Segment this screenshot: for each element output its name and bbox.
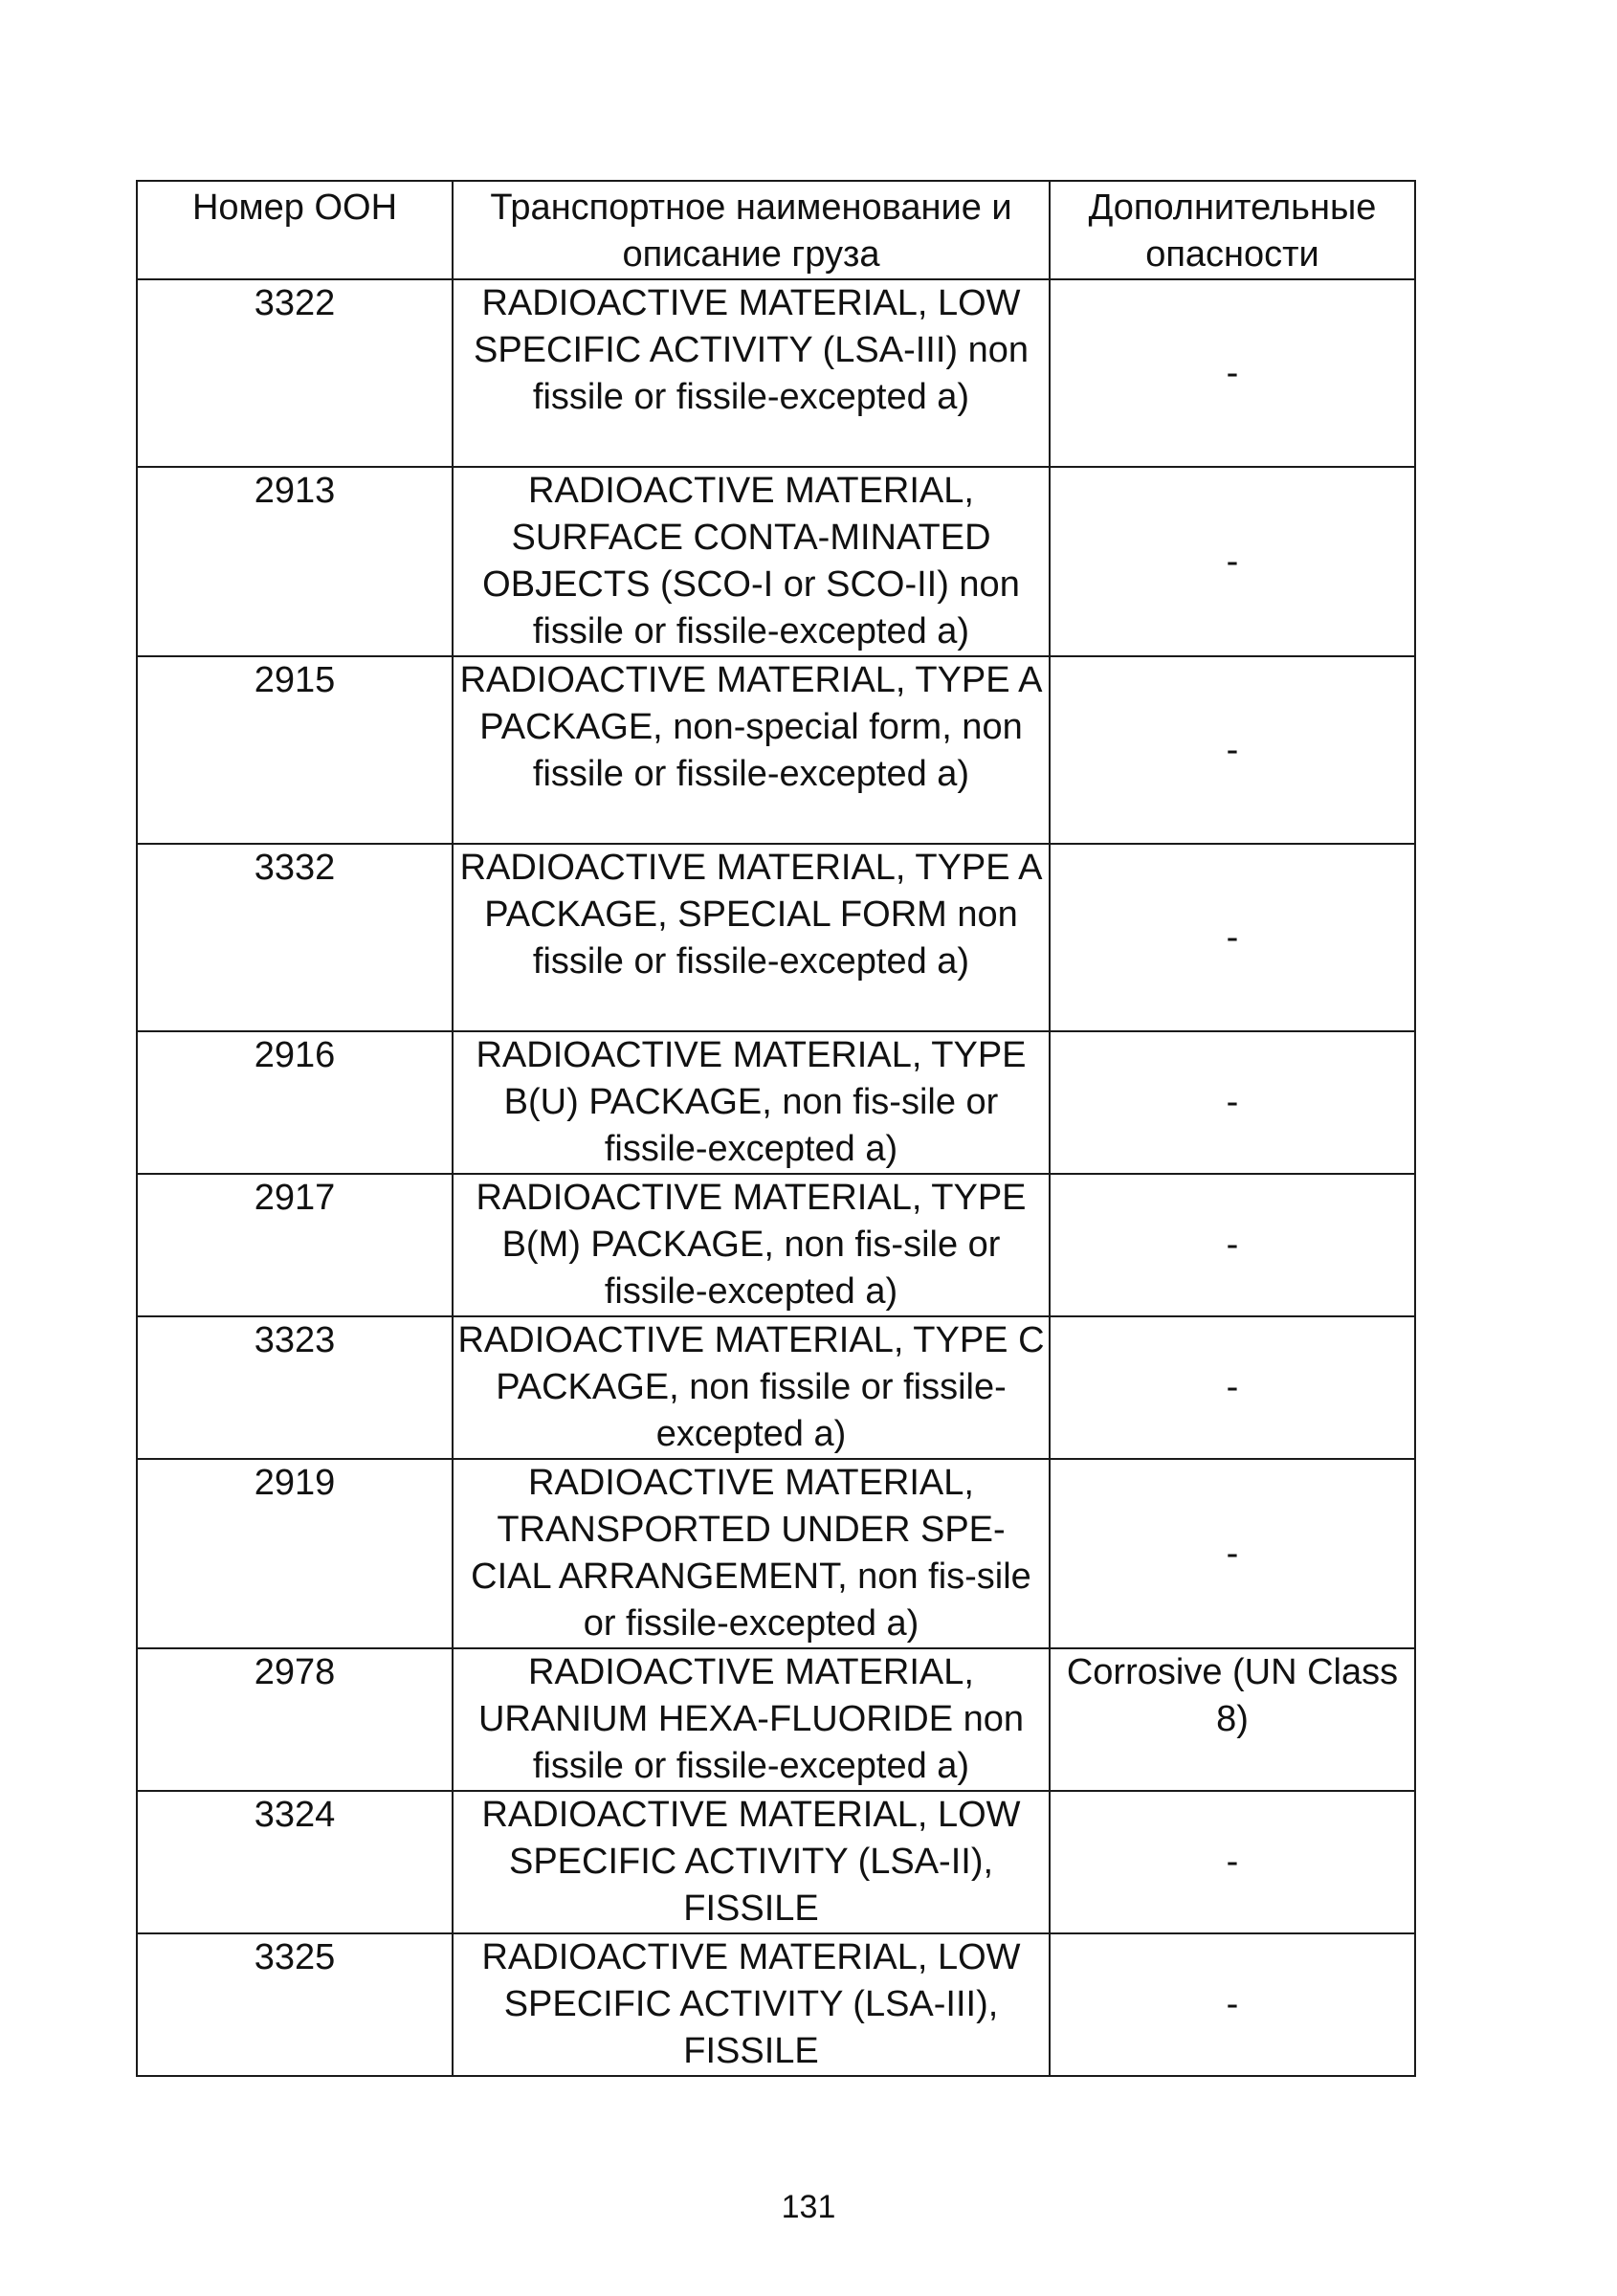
cell-subsidiary-hazards: -: [1050, 1031, 1415, 1174]
cell-un-number: 3322: [137, 279, 453, 467]
table-row: [137, 844, 1415, 1031]
cell-shipping-name: RADIOACTIVE MATERIAL, LOW SPECIFIC ACTIVITY (LSA-II), FISSILE: [453, 1791, 1050, 1933]
table-row: [137, 467, 1415, 656]
cell-un-number: 2978: [137, 1648, 453, 1791]
header-un-number: Номер ООН: [137, 181, 453, 279]
cell-un-number: 2913: [137, 467, 453, 656]
cell-subsidiary-hazards: -: [1050, 467, 1415, 656]
table-row: [137, 279, 1415, 467]
cell-un-number: 3325: [137, 1933, 453, 2076]
cell-shipping-name: RADIOACTIVE MATERIAL, TYPE A PACKAGE, non-special form, non fissile or fissile-excepted a): [453, 656, 1050, 844]
table-row: [137, 1031, 1415, 1174]
cell-shipping-name: RADIOACTIVE MATERIAL, TYPE A PACKAGE, SPECIAL FORM non fissile or fissile-excepted a): [453, 844, 1050, 1031]
table-row: [137, 1933, 1415, 2076]
cell-subsidiary-hazards: -: [1050, 1174, 1415, 1316]
cell-subsidiary-hazards: -: [1050, 1933, 1415, 2076]
cell-un-number: 3324: [137, 1791, 453, 1933]
cell-un-number: 2915: [137, 656, 453, 844]
table-row: [137, 1648, 1415, 1791]
cell-shipping-name: RADIOACTIVE MATERIAL, TYPE B(U) PACKAGE, non fis-sile or fissile-excepted a): [453, 1031, 1050, 1174]
cell-shipping-name: RADIOACTIVE MATERIAL, TRANSPORTED UNDER SPE-CIAL ARRANGEMENT, non fis-sile or fissile-excepted a): [453, 1459, 1050, 1648]
table-row: [137, 1791, 1415, 1933]
cell-shipping-name: RADIOACTIVE MATERIAL, SURFACE CONTA-MINATED OBJECTS (SCO-I or SCO-II) non fissile or fissile-excepted a): [453, 467, 1050, 656]
header-shipping-name: Транспортное наименование и описание груза: [453, 181, 1050, 279]
table-row: [137, 1174, 1415, 1316]
cell-subsidiary-hazards: -: [1050, 279, 1415, 467]
cell-subsidiary-hazards: -: [1050, 1791, 1415, 1933]
cell-un-number: 3323: [137, 1316, 453, 1459]
cell-un-number: 2917: [137, 1174, 453, 1316]
page-number: 131: [781, 2189, 836, 2225]
un-hazard-table: [136, 180, 1416, 2077]
cell-un-number: 2916: [137, 1031, 453, 1174]
cell-subsidiary-hazards: -: [1050, 656, 1415, 844]
table-row: [137, 1316, 1415, 1459]
table-row: [137, 656, 1415, 844]
cell-shipping-name: RADIOACTIVE MATERIAL, TYPE B(M) PACKAGE, non fis-sile or fissile-excepted a): [453, 1174, 1050, 1316]
cell-un-number: 2919: [137, 1459, 453, 1648]
cell-subsidiary-hazards: -: [1050, 844, 1415, 1031]
cell-subsidiary-hazards: -: [1050, 1459, 1415, 1648]
cell-shipping-name: RADIOACTIVE MATERIAL, TYPE C PACKAGE, non fissile or fissile-excepted a): [453, 1316, 1050, 1459]
header-subsidiary-hazards: Дополнительные опасности: [1050, 181, 1415, 279]
cell-shipping-name: RADIOACTIVE MATERIAL, LOW SPECIFIC ACTIVITY (LSA-III), FISSILE: [453, 1933, 1050, 2076]
cell-subsidiary-hazards: -: [1050, 1316, 1415, 1459]
cell-un-number: 3332: [137, 844, 453, 1031]
table-header-row: [137, 181, 1415, 279]
cell-shipping-name: RADIOACTIVE MATERIAL, LOW SPECIFIC ACTIVITY (LSA-III) non fissile or fissile-excepted a): [453, 279, 1050, 467]
cell-shipping-name: RADIOACTIVE MATERIAL, URANIUM HEXA-FLUORIDE non fissile or fissile-excepted a): [453, 1648, 1050, 1791]
table-row: [137, 1459, 1415, 1648]
cell-subsidiary-hazards: Corrosive (UN Class 8): [1050, 1648, 1415, 1791]
